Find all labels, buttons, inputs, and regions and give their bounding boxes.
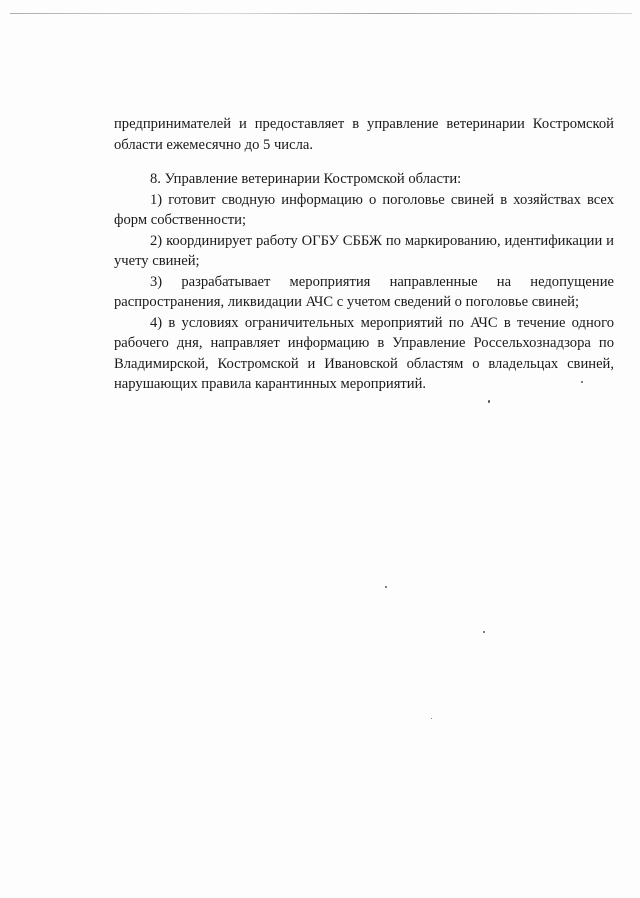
continuation-paragraph: предпринимателей и предоставляет в управление ветеринарии Костромской области ежемесячно до 5 числа. bbox=[114, 116, 614, 153]
scan-speck bbox=[581, 381, 583, 383]
list-item-2: 2) координирует работу ОГБУ СББЖ по маркированию, идентификации и учету свиней; bbox=[114, 232, 614, 269]
scan-speck bbox=[488, 400, 490, 403]
document-body bbox=[114, 114, 614, 395]
list-item-1: 1) готовит сводную информацию о поголовье свиней в хозяйствах всех форм собственности; bbox=[114, 191, 614, 228]
list-item-3: 3) разрабатывает мероприятия направленные на недопущение распространения, ликвидации АЧС с учетом сведений о поголовье свиней; bbox=[114, 273, 614, 310]
list-item-4: 4) в условиях ограничительных мероприятий по АЧС в течение одного рабочего дня, направляет информацию в Управление Россельхознадзора по Владимирской, Костромской и Ивановской областям о владельцах свиней, нарушающих правила карантинных мероприятий. bbox=[114, 314, 614, 392]
scan-top-edge bbox=[10, 13, 632, 14]
scan-speck bbox=[431, 718, 432, 719]
scan-speck bbox=[483, 631, 485, 633]
paragraph-gap bbox=[114, 155, 614, 169]
scan-speck bbox=[385, 586, 387, 588]
section-heading: 8. Управление ветеринарии Костромской области: bbox=[150, 171, 462, 187]
